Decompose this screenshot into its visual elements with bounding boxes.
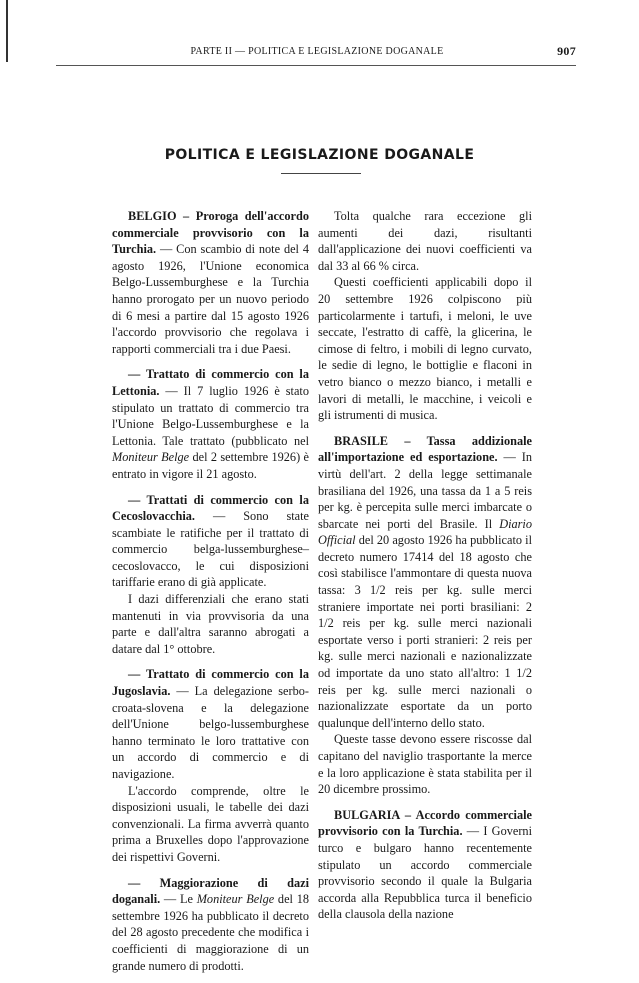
right-column xyxy=(318,208,532,932)
paragraph-text: Tolta qualche rara eccezione gli aumenti dei dazi, risultanti dall'applicazione dei nuovi coefficienti va dal 33 al 66 % circa. xyxy=(318,209,532,273)
paragraph-text: — Il 7 luglio 1926 è stato stipulato un trattato di commercio tra l'Unione Belgo-Lussemburghese e la Lettonia. Tale trattato (pubblicato nel xyxy=(112,383,309,448)
paragraph-maggiorazione-dazi xyxy=(112,875,309,975)
paragraph-text: del 20 agosto 1926 ha pubblicato il decreto numero 17414 del 18 agosto che così stabilisce l'ammontare di questa nuova tassa: 3 1/2 reis per kg. sulle merci straniere importate nei porti brasiliani: 2 1/2 reis per kg. sulle merci nazionali esportate verso i porti stranieri: 2 reis per kg. sulle merci nazionali e nazionalizzate od importate da uno stato all'altro: 1 1/2 reis per kg. sulle merci nazionali o nazionalizzate esportate da un porto qualunque dell'interno dello stato. xyxy=(318,533,532,730)
paragraph-trattato-lettonia xyxy=(112,366,309,482)
paragraph-belgio-turchia xyxy=(112,208,309,357)
paragraph-questi-coefficienti xyxy=(318,274,532,423)
paragraph-text: del 18 settembre 1926 ha pubblicato il decreto del 28 agosto precedente che modifica i coefficienti di maggiorazione di un grande numero di prodotti. xyxy=(112,892,309,973)
paragraph-text: — I Governi turco e bulgaro hanno recentemente stipulato un accordo commerciale provvisorio secondo il quale la Bulgaria accorda alla Repubblica turca il beneficio della clausola della nazione xyxy=(318,824,532,922)
paragraph-text: del 2 settembre 1926) è entrato in vigore il 21 agosto. xyxy=(112,450,309,481)
paragraph-text: — Con scambio di note del 4 agosto 1926, l'Unione economica Belgo-Lussemburghese e la Turchia hanno prorogato per un nuovo periodo di 6 mesi a partire dal 15 agosto 1926 l'accordo provvisorio che regolava i rapporti commerciali tra i due Paesi. xyxy=(112,242,309,356)
running-header xyxy=(58,44,576,60)
paragraph-tolta-eccezione xyxy=(318,208,532,274)
paragraph-text: — In virtù dell'art. 2 della legge settimanale brasiliana del 1926, una tassa da 1 a 5 reis per kg. è percepita sulle merci imbarcate o sbarcate nei porti del Brasile. Il xyxy=(318,450,532,531)
paragraph-accordo-comprende xyxy=(112,783,309,866)
scan-edge-mark xyxy=(6,0,8,62)
paragraph-heading: — Trattato di commercio con la Lettonia. xyxy=(112,367,309,398)
publication-name: Moniteur Belge xyxy=(196,892,275,907)
section-title: POLITICA E LEGISLAZIONE DOGANALE xyxy=(164,147,475,163)
paragraph-text: — Sono state scambiate le ratifiche per il trattato di commercio belga-lussemburghese–cecoslovacco, le cui disposizioni tariffarie erano di già applicate. xyxy=(112,509,309,590)
header-rule xyxy=(56,65,576,66)
paragraph-text: — Le xyxy=(160,892,197,907)
paragraph-text: — La delegazione serbo-croata-slovena e la delegazione dell'Unione belgo-lussemburghese hanno terminato le loro trattative con un accordo di commercio e di navigazione. xyxy=(112,684,309,781)
paragraph-queste-tasse xyxy=(318,731,532,797)
paragraph-text: L'accordo comprende, oltre le disposizioni usuali, le tabelle dei dazi convenzionali. La firma avverrà quanto prima a Bruxelles dopo l'approvazione dei rispettivi Governi. xyxy=(112,783,309,864)
paragraph-dazi-differenziali xyxy=(112,591,309,657)
title-rule xyxy=(281,173,361,174)
running-title: PARTE II — POLITICA E LEGISLAZIONE DOGANALE xyxy=(190,46,444,57)
paragraph-heading: BRASILE – Tassa addizionale all'importazione ed esportazione. xyxy=(318,433,532,465)
paragraph-heading: — Maggiorazione di dazi doganali. xyxy=(112,875,309,907)
paragraph-text: Queste tasse devono essere riscosse dal capitano del naviglio trasportante la merce e la loro applicazione è stata stabilita per il 20 dicembre prossimo. xyxy=(318,732,532,797)
publication-name: Diario Official xyxy=(318,516,532,548)
page-number: 907 xyxy=(557,44,576,58)
paragraph-heading: — Trattato di commercio con la Jugoslavia. xyxy=(112,667,309,699)
paragraph-heading: — Trattati di commercio con la Cecoslovacchia. xyxy=(112,492,309,524)
paragraph-text: I dazi differenziali che erano stati mantenuti in via provvisoria da una parte e dall'altra saranno abrogati a datare dal 1° ottobre. xyxy=(112,592,309,656)
publication-name: Moniteur Belge xyxy=(112,450,190,465)
paragraph-heading: BELGIO – Proroga dell'accordo commerciale provvisorio con la Turchia. xyxy=(112,209,309,257)
paragraph-bulgaria-turchia xyxy=(318,807,532,923)
paragraph-trattati-cecoslovacchia xyxy=(112,492,309,592)
left-column xyxy=(112,208,309,983)
paragraph-text: Questi coefficienti applicabili dopo il 20 settembre 1926 colpiscono più particolarmente i tartufi, i meloni, le uve seccate, l'estratto di caffè, la glicerina, le cimose di feltro, i mobili di legno curvato, le sedie di legno, le bottiglie e flaconi in vetro bianco o mezzo bianco, i metalli e lavori di metalli, le macchine, i veicoli e gli istrumenti di musica. xyxy=(318,275,532,423)
paragraph-brasile-tassa xyxy=(318,433,532,732)
paragraph-heading: BULGARIA – Accordo commerciale provvisorio con la Turchia. xyxy=(318,807,532,839)
paragraph-trattato-jugoslavia xyxy=(112,666,309,782)
